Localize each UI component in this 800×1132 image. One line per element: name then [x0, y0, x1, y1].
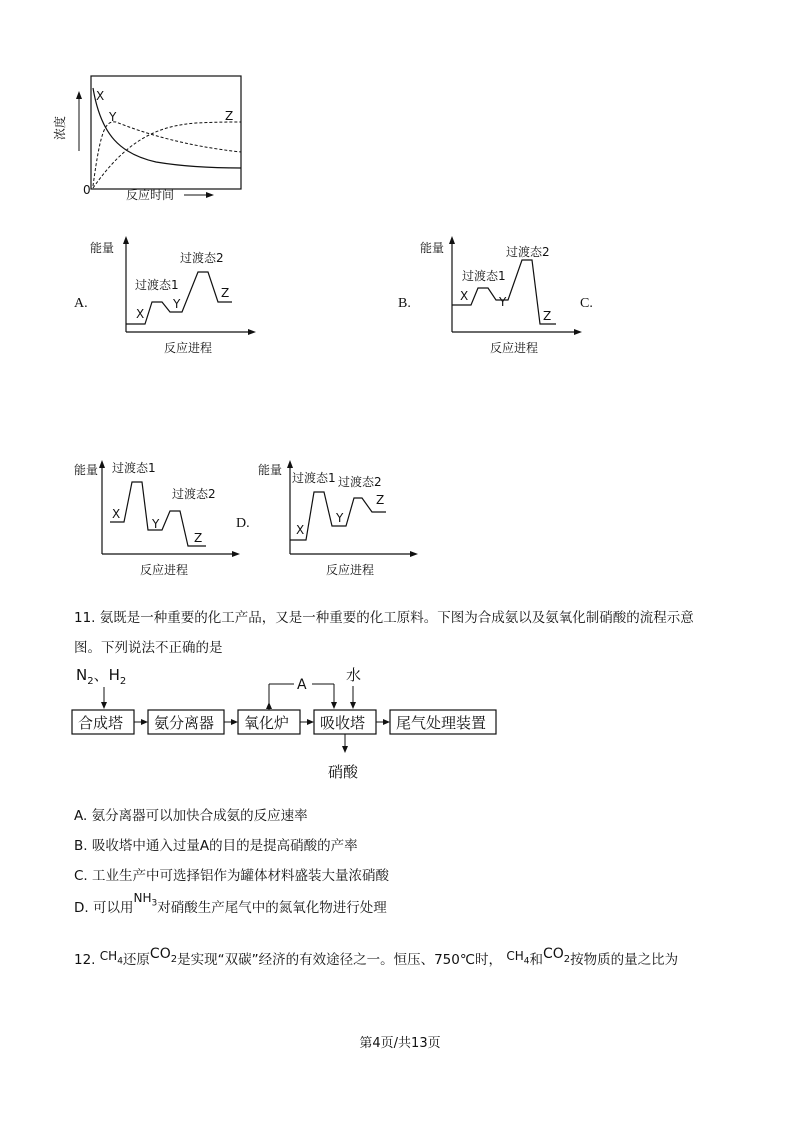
energy-c-y: Y: [152, 517, 160, 531]
energy-c-ts1: 过渡态1: [112, 461, 156, 475]
energy-diagram-b: [416, 232, 586, 362]
feed-label: $N_2$、$H_2$: [76, 666, 127, 687]
product-label: 硝酸: [328, 763, 359, 781]
energy-a-ts1: 过渡态1: [135, 278, 179, 292]
nh3-formula: $NH_3$: [133, 891, 158, 909]
option-a-label: A.: [74, 296, 88, 311]
energy-a-x: X: [136, 307, 145, 321]
water-label: 水: [346, 666, 362, 684]
energy-d-xlabel: 反应进程: [326, 563, 375, 577]
svg-text:氨分离器: 氨分离器: [154, 714, 215, 732]
energy-a-ylabel: 能量: [90, 241, 115, 255]
energy-b-xlabel: 反应进程: [490, 341, 539, 355]
energy-c-x: X: [112, 507, 121, 521]
energy-d-x: X: [296, 523, 305, 537]
energy-c-z: Z: [194, 531, 203, 545]
energy-c-ts2: 过渡态2: [172, 487, 216, 501]
energy-d-ts1: 过渡态1: [292, 471, 336, 485]
conc-label-x: X: [96, 89, 105, 103]
energy-diagram-c: [74, 456, 244, 581]
svg-text:尾气处理装置: 尾气处理装置: [396, 714, 487, 732]
option-b-label: B.: [398, 296, 411, 311]
svg-text:氧化炉: 氧化炉: [244, 714, 290, 732]
concentration-time-graph: [53, 66, 256, 206]
q11-option-b: B. 吸收塔中通入过量A的目的是提高硝酸的产率: [74, 838, 358, 854]
curve-z: [93, 122, 241, 188]
loop-label-a: A: [297, 677, 307, 693]
q11-option-d: [74, 891, 387, 923]
energy-a-ts2: 过渡态2: [180, 251, 224, 265]
svg-text:合成塔: 合成塔: [78, 714, 124, 732]
co2-formula-2: $CO_2$: [542, 946, 571, 965]
energy-diagram-a: [90, 232, 260, 362]
co2-formula: $CO_2$: [149, 946, 178, 965]
conc-xlabel: 反应时间: [126, 188, 175, 202]
energy-diagram-d: [256, 456, 426, 581]
q11-option-d-post: 对硝酸生产尾气中的氮氧化物进行处理: [157, 900, 387, 916]
q11-option-d-pre: D. 可以用: [74, 900, 134, 916]
energy-b-ts2: 过渡态2: [506, 245, 550, 259]
conc-origin: 0: [83, 183, 91, 197]
energy-c-ylabel: 能量: [74, 463, 99, 477]
energy-b-y: Y: [499, 295, 507, 309]
q11-stem-line1: 11. 氨既是一种重要的化工产品，又是一种重要的化工原料。下图为合成氨以及氨氧化制硝酸的流程示意: [74, 610, 694, 626]
q11-option-c: C. 工业生产中可选择铝作为罐体材料盛装大量浓硝酸: [74, 868, 390, 884]
option-c-label: C.: [580, 296, 593, 311]
conc-label-y: Y: [109, 110, 117, 124]
page-footer: 第4页/共13页: [359, 1036, 441, 1051]
energy-d-y: Y: [336, 511, 344, 525]
energy-d-ts2: 过渡态2: [338, 475, 382, 489]
energy-b-ylabel: 能量: [420, 241, 445, 255]
nh3-flow-diagram: [66, 660, 516, 785]
svg-text:吸收塔: 吸收塔: [320, 714, 366, 732]
energy-a-xlabel: 反应进程: [164, 341, 213, 355]
ch4-formula-2: $CH_4$: [506, 949, 530, 967]
energy-b-ts1: 过渡态1: [462, 269, 506, 283]
q11-option-a: A. 氨分离器可以加快合成氨的反应速率: [74, 808, 308, 824]
curve-y: [93, 122, 241, 186]
ch4-formula: $CH_4$: [99, 949, 123, 967]
energy-d-z: Z: [376, 493, 385, 507]
option-d-label: D.: [236, 516, 250, 531]
energy-a-z: Z: [221, 286, 230, 300]
q12-stem: 12. $CH_4$还原$CO_2$是实现“双碳”经济的有效途径之一。恒压、750℃时， $CH_4$和$CO_2$按物质的量之比为: [74, 946, 679, 968]
q11-stem-line2: 图。下列说法不正确的是: [74, 640, 223, 656]
energy-d-ylabel: 能量: [258, 463, 283, 477]
energy-b-z: Z: [543, 309, 552, 323]
energy-a-y: Y: [173, 297, 181, 311]
conc-label-z: Z: [225, 109, 234, 123]
energy-c-xlabel: 反应进程: [140, 563, 189, 577]
energy-b-x: X: [460, 289, 469, 303]
conc-ylabel: 浓度: [53, 115, 67, 140]
